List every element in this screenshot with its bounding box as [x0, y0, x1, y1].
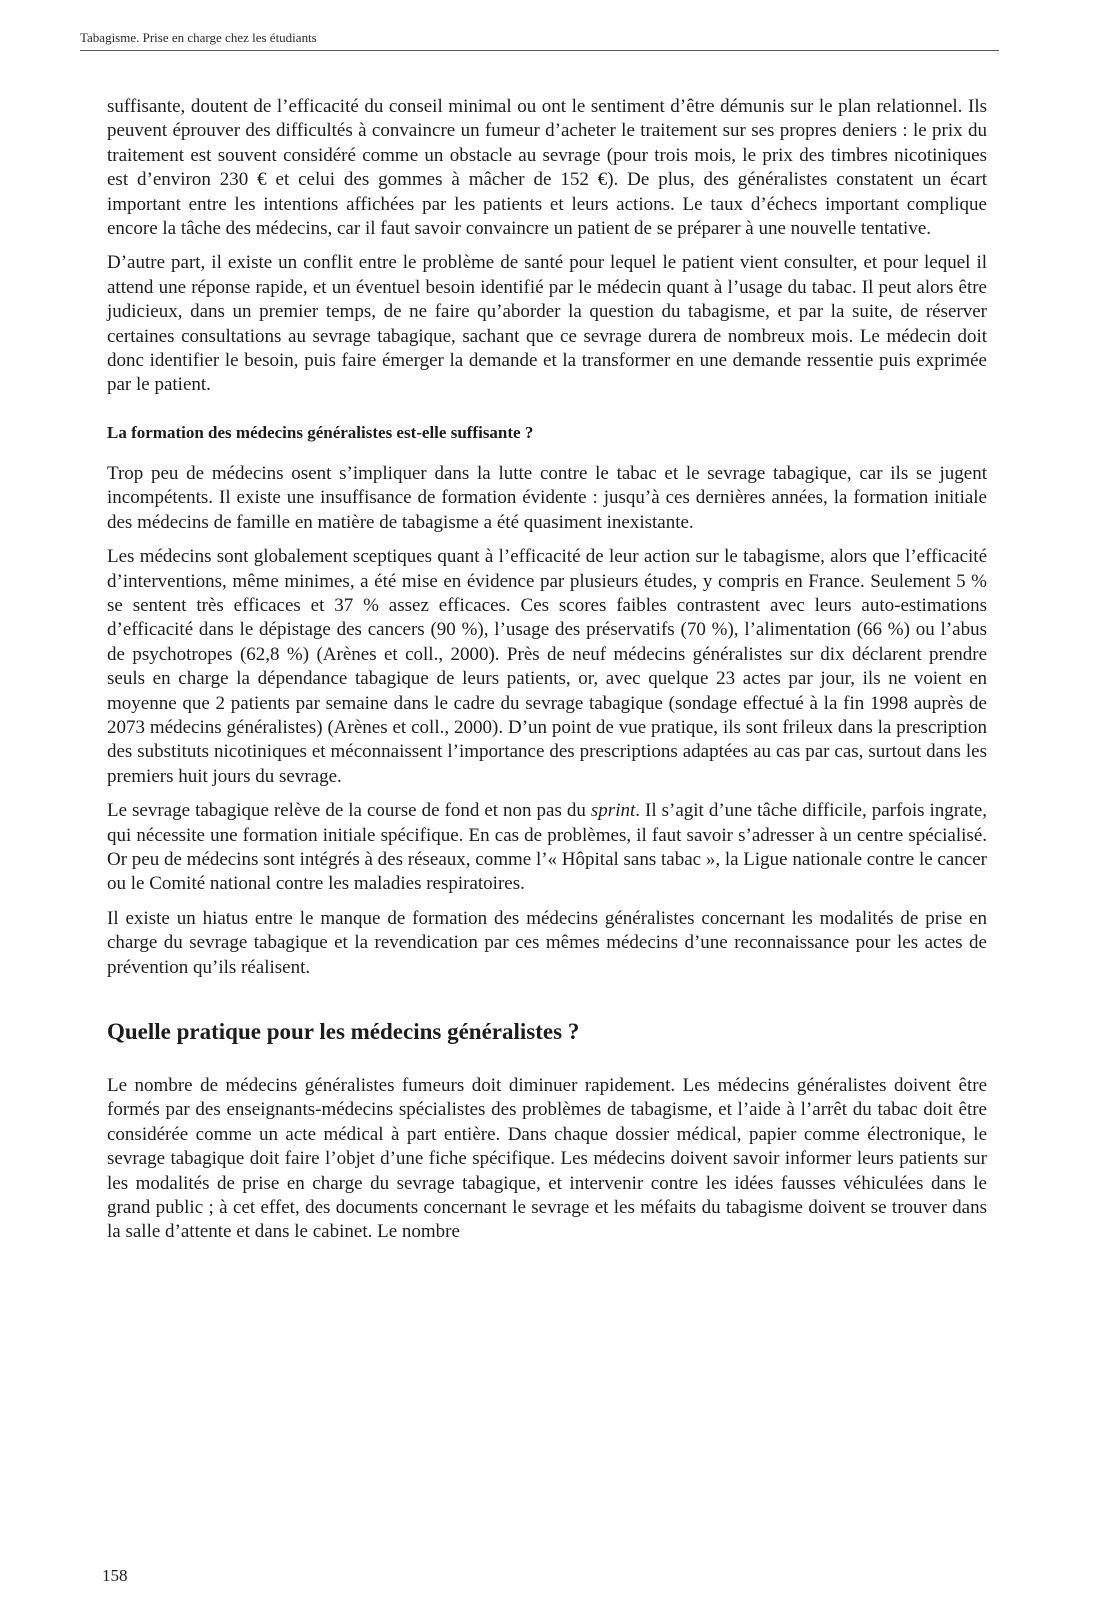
- paragraph: suffisante, doutent de l’efficacité du conseil minimal ou ont le sentiment d’être démunis sur le plan relationnel. Ils peuvent éprouver des difficultés à convaincre un fumeur d’acheter le traitement sur ses propres deniers : le prix du traitement est souvent considéré comme un obstacle au sevrage (pour trois mois, le prix des timbres nicotiniques est d’environ 230 € et celui des gommes à mâcher de 152 €). De plus, des généralistes constatent un écart important entre les intentions affichées par les patients et leurs actions. Le taux d’échecs important complique encore la tâche des médecins, car il faut savoir convaincre un patient de se préparer à une nouvelle tentative.: [107, 96, 987, 240]
- paragraph-text: Le sevrage tabagique relève de la course de fond et non pas du: [107, 800, 591, 822]
- running-head: Tabagisme. Prise en charge chez les étudiants: [80, 30, 317, 45]
- paragraph: [107, 799, 987, 897]
- page-body: [107, 95, 987, 1255]
- paragraph: Les médecins sont globalement sceptiques quant à l’efficacité de leur action sur le tabagisme, alors que l’efficacité d’interventions, même minimes, a été mise en évidence par plusieurs études, y compris en France. Seulement 5 % se sentent très efficaces et 37 % assez efficaces. Ces scores faibles contrastent avec leurs auto-estimations d’efficacité dans le dépistage des cancers (90 %), l’usage des préservatifs (70 %), l’alimentation (66 %) ou l’abus de psychotropes (62,8 %) (Arènes et coll., 2000). Près de neuf médecins généralistes sur dix déclarent prendre seuls en charge la dépendance tabagique de leurs patients, or, avec quelque 23 actes par jour, ils ne voient en moyenne que 2 patients par semaine dans le cadre du sevrage tabagique (sondage effectué à la fin 1998 auprès de 2073 médecins généralistes) (Arènes et coll., 2000). D’un point de vue pratique, ils sont frileux dans la prescription des substituts nicotiniques et méconnaissent l’importance des prescriptions adaptées au cas par cas, surtout dans les premiers huit jours du sevrage.: [107, 546, 987, 787]
- section-title: Quelle pratique pour les médecins généralistes ?: [107, 1019, 580, 1044]
- italic-term: sprint: [590, 800, 636, 822]
- header-rule: [80, 50, 999, 51]
- paragraph: Il existe un hiatus entre le manque de formation des médecins généralistes concernant les modalités de prise en charge du sevrage tabagique et la revendication par ces mêmes médecins d’une reconnaissance pour les actes de prévention qu’ils réalisent.: [107, 907, 987, 978]
- paragraph: Trop peu de médecins osent s’impliquer dans la lutte contre le tabac et le sevrage tabagique, car ils se jugent incompétents. Il existe une insuffisance de formation évidente : jusqu’à ces dernières années, la formation initiale des médecins de famille en matière de tabagisme a été quasiment inexistante.: [107, 462, 987, 533]
- page-number: 158: [102, 1566, 128, 1585]
- paragraph: D’autre part, il existe un conflit entre le problème de santé pour lequel le patient vient consulter, et pour lequel il attend une réponse rapide, et un éventuel besoin identifié par le médecin quant à l’usage du tabac. Il peut alors être judicieux, dans un premier temps, de ne faire qu’aborder la question du tabagisme, et par la suite, de réserver certaines consultations au sevrage tabagique, sachant que ce sevrage durera de nombreux mois. Le médecin doit donc identifier le besoin, puis faire émerger la demande et la transformer en une demande ressentie puis exprimée par le patient.: [107, 252, 987, 396]
- paragraph: Le nombre de médecins généralistes fumeurs doit diminuer rapidement. Les médecins généralistes doivent être formés par des enseignants-médecins spécialistes des problèmes de tabagisme, et l’aide à l’arrêt du tabac doit être considérée comme un acte médical à part entière. Dans chaque dossier médical, papier comme électronique, le sevrage tabagique doit faire l’objet d’une fiche spécifique. Les médecins doivent savoir informer leurs patients sur les modalités de prise en charge du sevrage tabagique, et intervenir contre les idées fausses véhiculées dans le grand public ; à cet effet, des documents concernant le sevrage et les méfaits du tabagisme doivent se trouver dans la salle d’attente et dans le cabinet. Le nombre: [107, 1075, 987, 1243]
- subheading: La formation des médecins généralistes est-elle suffisante ?: [107, 422, 534, 442]
- paragraph-text: . Il s’agit d’une tâche difficile, parfois ingrate, qui nécessite une formation initiale spécifique. En cas de problèmes, il faut savoir s’adresser à un centre spécialisé. Or peu de médecins sont intégrés à des réseaux, comme l’« Hôpital sans tabac », la Ligue nationale contre le cancer ou le Comité national contre les maladies respiratoires.: [107, 800, 987, 895]
